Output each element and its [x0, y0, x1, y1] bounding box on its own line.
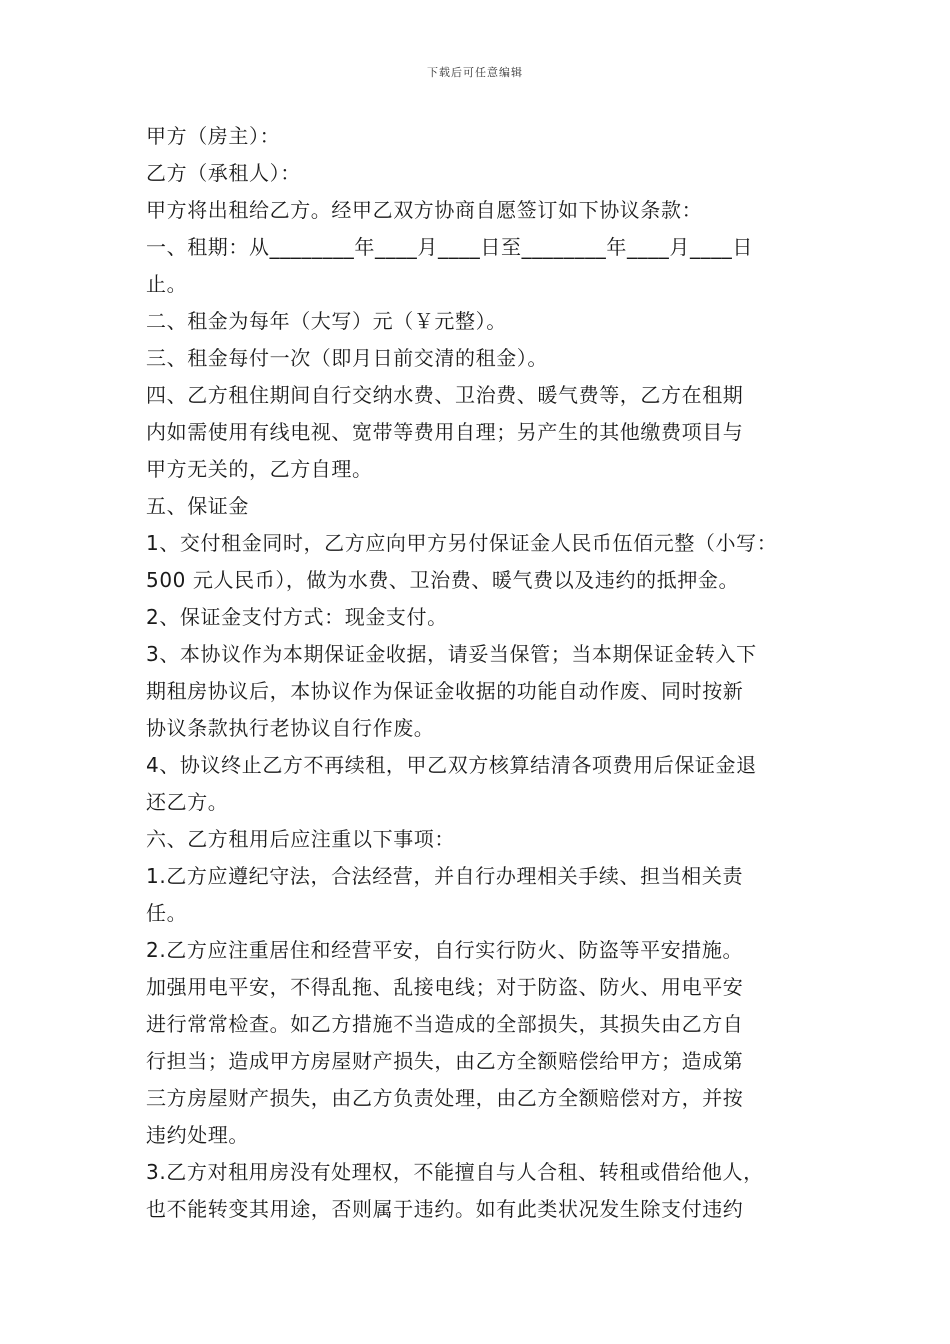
text-line: 四、乙方租住期间自行交纳水费、卫治费、暖气费等，乙方在租期 [146, 383, 744, 407]
header-note: 下载后可任意编辑 [427, 66, 523, 79]
text-line: 乙方（承租人）： [146, 161, 301, 185]
text-line: 3.乙方对租用房没有处理权，不能擅自与人合租、转租或借给他人， [146, 1160, 764, 1184]
text-line: 还乙方。 [146, 790, 229, 814]
text-line: 协议条款执行老协议自行作废。 [146, 716, 435, 740]
text-line: 三方房屋财产损失，由乙方负责处理，由乙方全额赔偿对方，并按 [146, 1086, 744, 1110]
text-line: 二、租金为每年（大写）元（￥元整）。 [146, 309, 507, 333]
text-line: 甲方将出租给乙方。经甲乙双方协商自愿签订如下协议条款： [146, 198, 703, 222]
text-line: 2、保证金支付方式：现金支付。 [146, 605, 448, 629]
text-line: 内如需使用有线电视、宽带等费用自理；另产生的其他缴费项目与 [146, 420, 744, 444]
document-body [146, 118, 810, 1228]
text-line: 也不能转变其用途，否则属于违约。如有此类状况发生除支付违约 [146, 1197, 744, 1221]
text-line: 1、交付租金同时，乙方应向甲方另付保证金人民币伍佰元整（小写： [146, 531, 778, 555]
text-line: 五、保证金 [146, 494, 249, 518]
text-line: 加强用电平安，不得乱拖、乱接电线；对于防盗、防火、用电平安 [146, 975, 744, 999]
text-line: 任。 [146, 901, 188, 925]
text-line: 甲方无关的，乙方自理。 [146, 457, 373, 481]
text-line: 进行常常检查。如乙方措施不当造成的全部损失，其损失由乙方自 [146, 1012, 744, 1036]
text-line: 三、租金每付一次（即月日前交清的租金）。 [146, 346, 548, 370]
text-line: 3、本协议作为本期保证金收据，请妥当保管；当本期保证金转入下 [146, 642, 757, 666]
text-line: 500 元人民币），做为水费、卫治费、暖气费以及违约的抵押金。 [146, 568, 740, 592]
text-line: 一、租期：从________年____月____日至________年____月____日 [146, 235, 753, 259]
text-line: 4、协议终止乙方不再续租，甲乙双方核算结清各项费用后保证金退 [146, 753, 757, 777]
text-line: 止。 [146, 272, 188, 296]
text-line: 期租房协议后，本协议作为保证金收据的功能自动作废、同时按新 [146, 679, 744, 703]
text-line: 甲方（房主）： [146, 124, 281, 148]
text-line: 1.乙方应遵纪守法，合法经营，并自行办理相关手续、担当相关责 [146, 864, 744, 888]
text-line: 2.乙方应注重居住和经营平安，自行实行防火、防盗等平安措施。 [146, 938, 744, 962]
text-line: 行担当；造成甲方房屋财产损失，由乙方全额赔偿给甲方；造成第 [146, 1049, 744, 1073]
text-line: 六、乙方租用后应注重以下事项： [146, 827, 455, 851]
text-line: 违约处理。 [146, 1123, 249, 1147]
